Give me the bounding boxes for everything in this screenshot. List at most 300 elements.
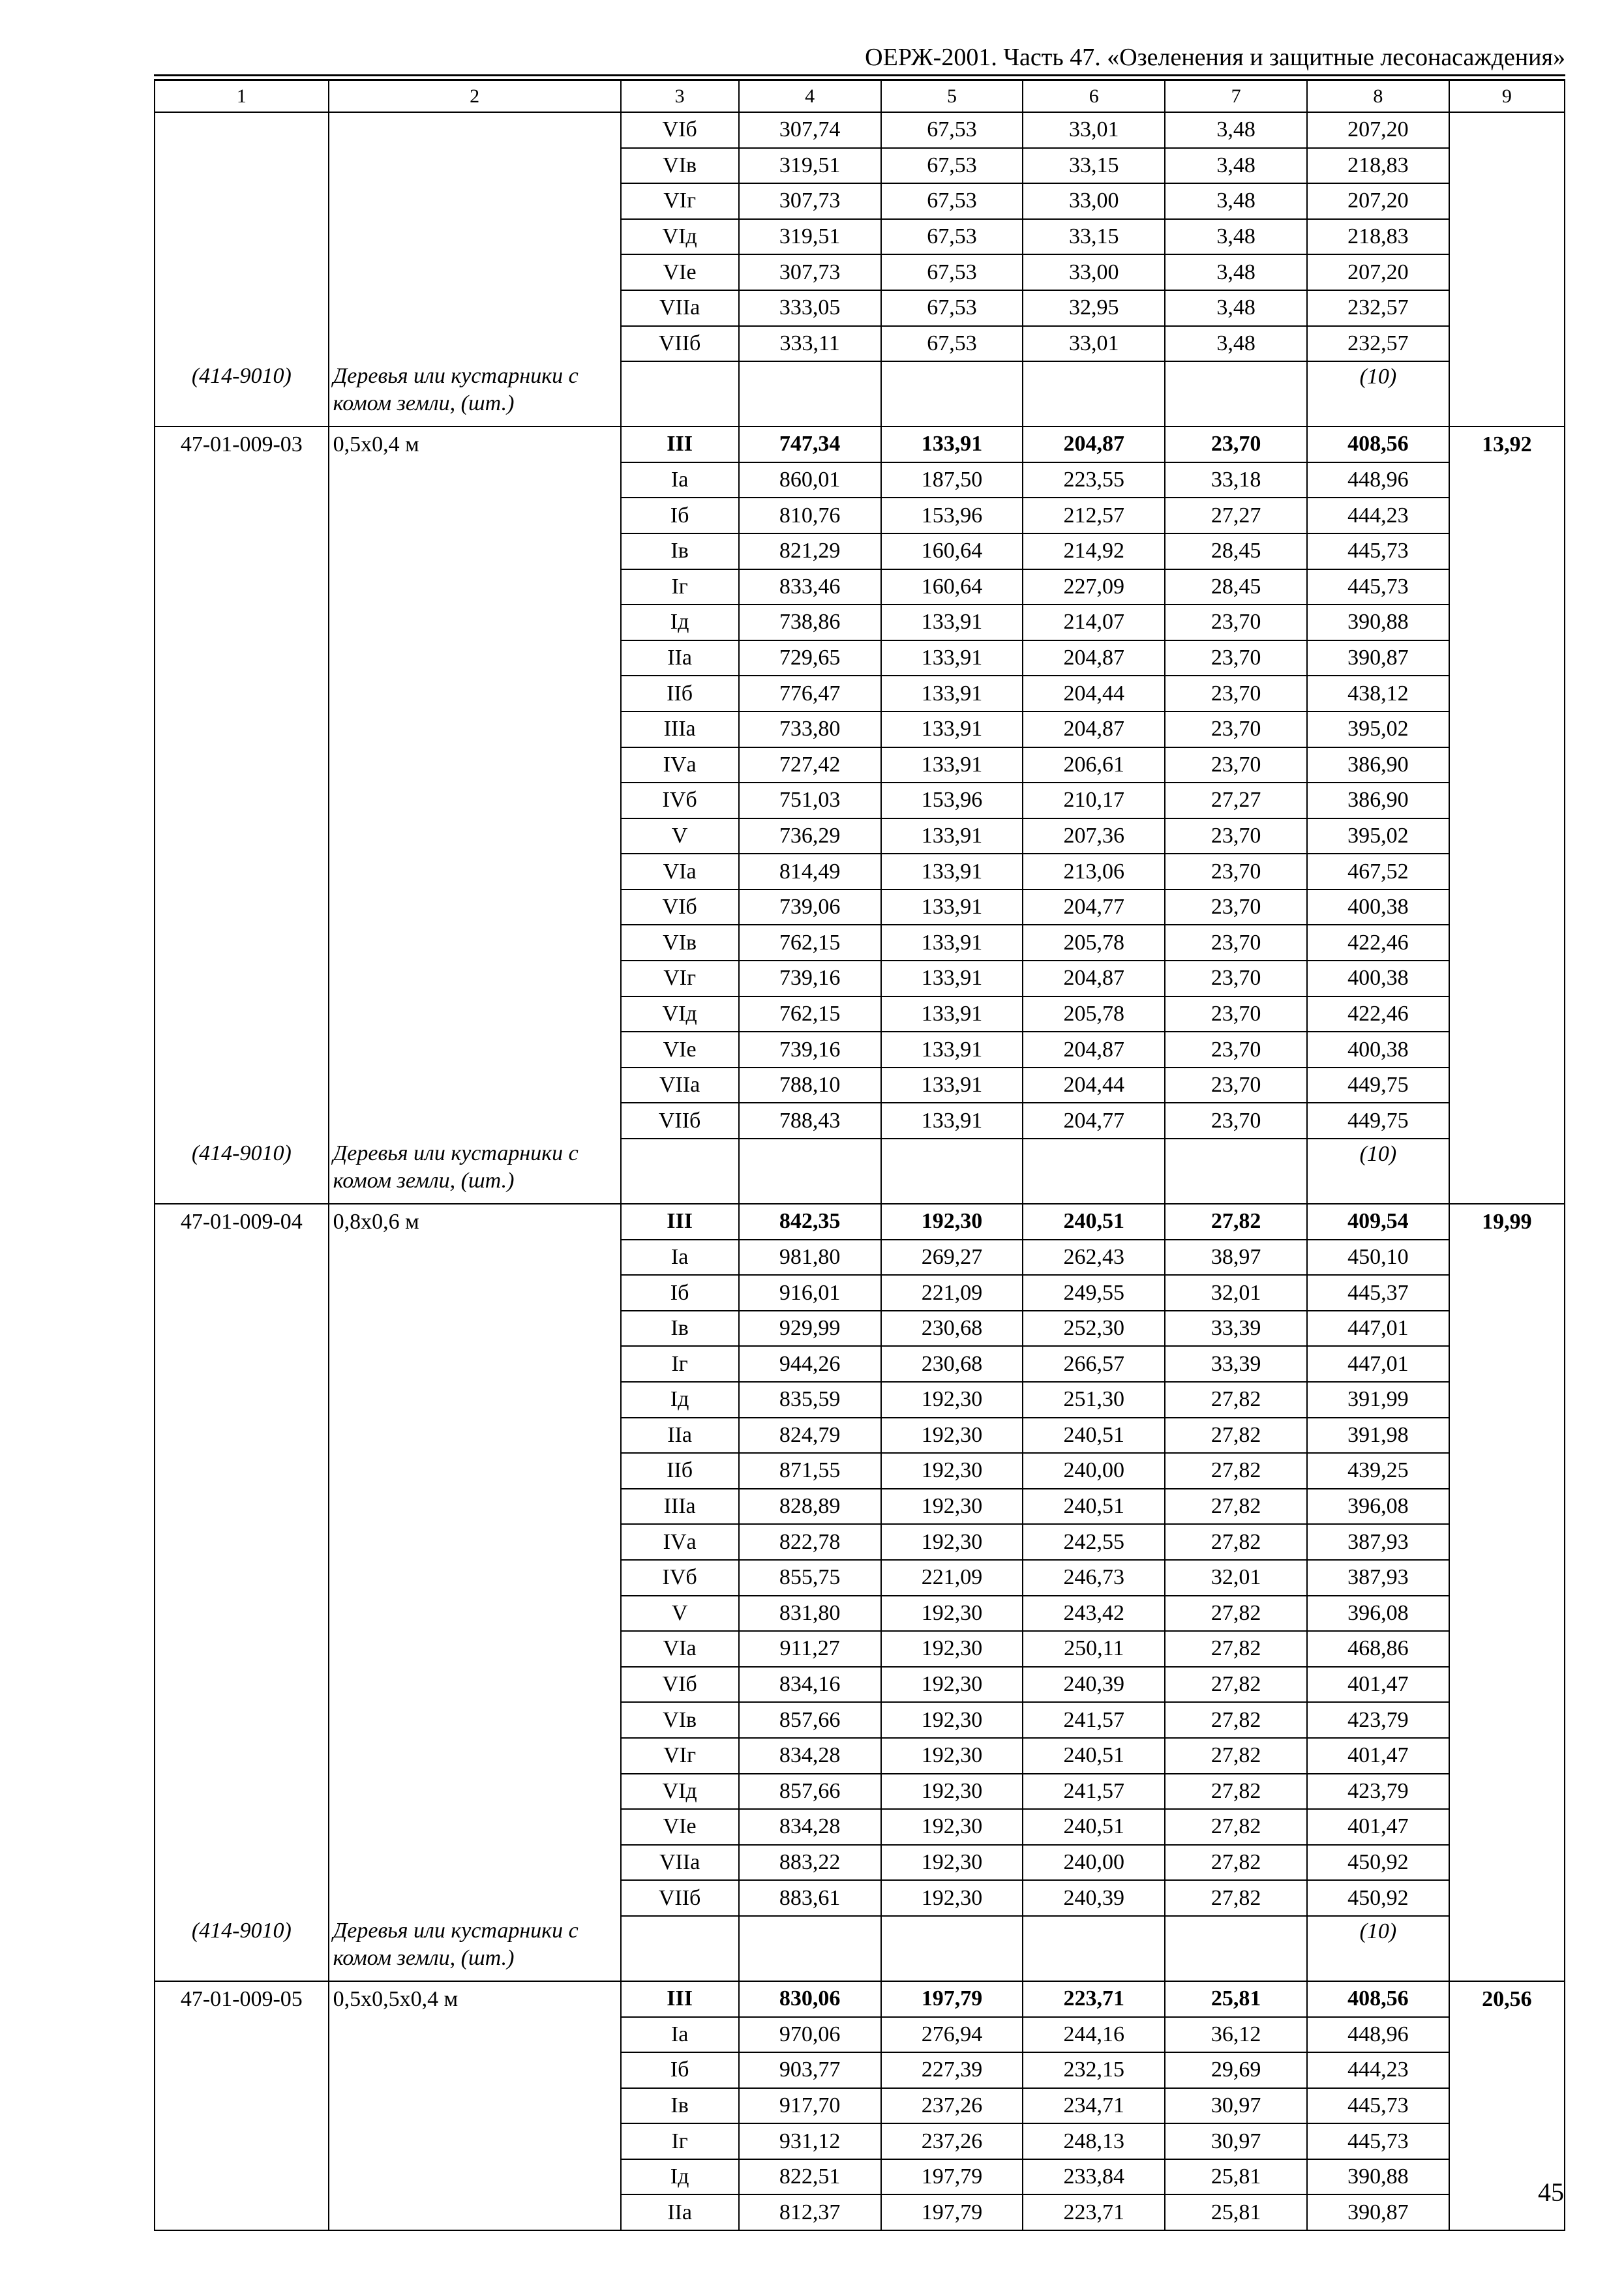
code-cell	[155, 854, 329, 890]
material-name: Деревья или кустарники с комом земли, (шт.)	[329, 1139, 621, 1204]
cost-machines-cell: 212,57	[1023, 498, 1165, 533]
cost-materials-cell: 408,56	[1307, 426, 1449, 462]
labor-cell	[1449, 1631, 1565, 1667]
code-cell	[155, 1631, 329, 1667]
labor-cell	[1449, 605, 1565, 640]
cost-materials-cell: 439,25	[1307, 1453, 1449, 1489]
cost-total-cell: 944,26	[739, 1346, 881, 1382]
zone-cell: Iа	[621, 2017, 739, 2053]
cost-materials-cell: 386,90	[1307, 747, 1449, 783]
code-cell	[155, 1346, 329, 1382]
cost-materials-cell: 207,20	[1307, 183, 1449, 219]
labor-cell	[1449, 148, 1565, 184]
labor-cell	[1449, 533, 1565, 569]
code-cell	[155, 462, 329, 498]
cost-machines-cell: 204,87	[1023, 426, 1165, 462]
cost-driver-wages-cell: 3,48	[1165, 326, 1307, 362]
labor-cell	[1449, 1032, 1565, 1068]
cost-total-cell: 812,37	[739, 2194, 881, 2230]
cost-wages-cell: 197,79	[881, 2194, 1023, 2230]
table-row	[155, 2123, 1565, 2159]
cost-wages-cell: 192,30	[881, 1382, 1023, 1418]
name-cell	[329, 640, 621, 676]
col-header: 7	[1165, 80, 1307, 112]
table-row	[155, 2088, 1565, 2124]
code-cell	[155, 2123, 329, 2159]
cost-machines-cell: 205,78	[1023, 996, 1165, 1032]
table-row	[155, 605, 1565, 640]
cost-total-cell: 824,79	[739, 1418, 881, 1454]
cost-wages-cell: 67,53	[881, 290, 1023, 326]
name-cell	[329, 2052, 621, 2088]
zone-cell: V	[621, 1596, 739, 1632]
cost-wages-cell: 133,91	[881, 925, 1023, 961]
labor-cell	[1449, 1809, 1565, 1845]
rate-name: 0,5х0,4 м	[329, 426, 621, 462]
labor-cell	[1449, 1382, 1565, 1418]
zone-cell: VIв	[621, 148, 739, 184]
cost-materials-cell: 447,01	[1307, 1311, 1449, 1347]
code-cell	[155, 148, 329, 184]
labor-cell	[1449, 1489, 1565, 1525]
cost-machines-cell: 240,00	[1023, 1845, 1165, 1881]
zone-cell: IVб	[621, 783, 739, 818]
cost-materials-cell: 445,37	[1307, 1275, 1449, 1311]
cost-driver-wages-cell: 25,81	[1165, 2159, 1307, 2195]
table-row	[155, 1240, 1565, 1276]
labor-cell	[1449, 854, 1565, 890]
cost-total-cell: 762,15	[739, 925, 881, 961]
cost-total-cell: 814,49	[739, 854, 881, 890]
cost-machines-cell: 244,16	[1023, 2017, 1165, 2053]
name-cell	[329, 1382, 621, 1418]
cost-wages-cell: 192,30	[881, 1524, 1023, 1560]
cost-driver-wages-cell: 28,45	[1165, 533, 1307, 569]
name-cell	[329, 2017, 621, 2053]
empty-cell	[881, 361, 1023, 426]
cost-wages-cell: 276,94	[881, 2017, 1023, 2053]
cost-total-cell: 738,86	[739, 605, 881, 640]
labor-cell	[1449, 2123, 1565, 2159]
cost-driver-wages-cell: 30,97	[1165, 2123, 1307, 2159]
cost-machines-cell: 207,36	[1023, 818, 1165, 854]
name-cell	[329, 290, 621, 326]
empty-cell	[621, 1916, 739, 1981]
cost-wages-cell: 153,96	[881, 783, 1023, 818]
table-row	[155, 1809, 1565, 1845]
labor-cell	[1449, 1845, 1565, 1881]
cost-total-cell: 929,99	[739, 1311, 881, 1347]
labor-cell	[1449, 1774, 1565, 1810]
cost-total-cell: 842,35	[739, 1204, 881, 1240]
cost-machines-cell: 33,01	[1023, 326, 1165, 362]
code-cell	[155, 2159, 329, 2195]
cost-materials-cell: 396,08	[1307, 1596, 1449, 1632]
cost-driver-wages-cell: 36,12	[1165, 2017, 1307, 2053]
name-cell	[329, 1880, 621, 1916]
cost-machines-cell: 246,73	[1023, 1560, 1165, 1596]
cost-driver-wages-cell: 23,70	[1165, 426, 1307, 462]
cost-machines-cell: 240,39	[1023, 1880, 1165, 1916]
table-row	[155, 1418, 1565, 1454]
labor-cell	[1449, 1453, 1565, 1489]
name-cell	[329, 112, 621, 148]
zone-cell: VIг	[621, 183, 739, 219]
cost-wages-cell: 192,30	[881, 1418, 1023, 1454]
empty-cell	[881, 1916, 1023, 1981]
cost-wages-cell: 67,53	[881, 183, 1023, 219]
cost-total-cell: 828,89	[739, 1489, 881, 1525]
name-cell	[329, 1596, 621, 1632]
table-row	[155, 1738, 1565, 1774]
cost-wages-cell: 192,30	[881, 1845, 1023, 1881]
cost-wages-cell: 192,30	[881, 1738, 1023, 1774]
cost-materials-cell: 391,99	[1307, 1382, 1449, 1418]
cost-wages-cell: 192,30	[881, 1880, 1023, 1916]
table-row	[155, 219, 1565, 255]
cost-machines-cell: 266,57	[1023, 1346, 1165, 1382]
code-cell	[155, 2194, 329, 2230]
labor-cell	[1449, 183, 1565, 219]
cost-total-cell: 831,80	[739, 1596, 881, 1632]
name-cell	[329, 1667, 621, 1703]
table-row	[155, 1103, 1565, 1139]
cost-machines-cell: 234,71	[1023, 2088, 1165, 2124]
cost-materials-cell: 400,38	[1307, 961, 1449, 996]
table-row	[155, 326, 1565, 362]
labor-cell	[1449, 1103, 1565, 1139]
cost-driver-wages-cell: 27,27	[1165, 783, 1307, 818]
cost-materials-cell: 468,86	[1307, 1631, 1449, 1667]
cost-total-cell: 333,11	[739, 326, 881, 362]
cost-materials-cell: 423,79	[1307, 1702, 1449, 1738]
cost-driver-wages-cell: 32,01	[1165, 1560, 1307, 1596]
labor-cell	[1449, 676, 1565, 711]
cost-total-cell: 788,43	[739, 1103, 881, 1139]
empty-cell	[621, 361, 739, 426]
cost-total-cell: 810,76	[739, 498, 881, 533]
code-cell	[155, 1596, 329, 1632]
zone-cell: VIа	[621, 854, 739, 890]
zone-cell: VIг	[621, 961, 739, 996]
code-cell	[155, 1032, 329, 1068]
zone-cell: III	[621, 426, 739, 462]
cost-materials-cell: 387,93	[1307, 1524, 1449, 1560]
name-cell	[329, 1631, 621, 1667]
col-header: 9	[1449, 80, 1565, 112]
empty-cell	[1165, 1139, 1307, 1204]
empty-cell	[739, 361, 881, 426]
cost-materials-cell: 448,96	[1307, 462, 1449, 498]
labor-cost: 19,99	[1449, 1204, 1565, 1240]
cost-wages-cell: 192,30	[881, 1453, 1023, 1489]
cost-total-cell: 903,77	[739, 2052, 881, 2088]
code-cell	[155, 326, 329, 362]
cost-materials-cell: 386,90	[1307, 783, 1449, 818]
name-cell	[329, 1418, 621, 1454]
cost-materials-cell: 218,83	[1307, 219, 1449, 255]
cost-wages-cell: 133,91	[881, 961, 1023, 996]
empty-cell	[1023, 361, 1165, 426]
cost-total-cell: 307,74	[739, 112, 881, 148]
empty-cell	[621, 1139, 739, 1204]
cost-materials-cell: 408,56	[1307, 1981, 1449, 2017]
code-cell	[155, 1240, 329, 1276]
table-row	[155, 1204, 1565, 1240]
table-row	[155, 1489, 1565, 1525]
table-row	[155, 783, 1565, 818]
cost-total-cell: 981,80	[739, 1240, 881, 1276]
cost-driver-wages-cell: 23,70	[1165, 925, 1307, 961]
code-cell	[155, 569, 329, 605]
zone-cell: IVа	[621, 1524, 739, 1560]
name-cell	[329, 996, 621, 1032]
code-cell	[155, 1809, 329, 1845]
cost-total-cell: 319,51	[739, 148, 881, 184]
name-cell	[329, 747, 621, 783]
cost-wages-cell: 230,68	[881, 1346, 1023, 1382]
cost-driver-wages-cell: 3,48	[1165, 219, 1307, 255]
table-row	[155, 996, 1565, 1032]
cost-total-cell: 931,12	[739, 2123, 881, 2159]
cost-machines-cell: 33,00	[1023, 254, 1165, 290]
zone-cell: VIIа	[621, 1068, 739, 1103]
zone-cell: V	[621, 818, 739, 854]
cost-materials-cell: 400,38	[1307, 1032, 1449, 1068]
name-cell	[329, 1560, 621, 1596]
cost-total-cell: 736,29	[739, 818, 881, 854]
empty-cell	[739, 1139, 881, 1204]
cost-materials-cell: 401,47	[1307, 1667, 1449, 1703]
code-cell	[155, 1738, 329, 1774]
cost-total-cell: 307,73	[739, 254, 881, 290]
name-cell	[329, 2088, 621, 2124]
cost-driver-wages-cell: 23,70	[1165, 1103, 1307, 1139]
labor-cell	[1449, 925, 1565, 961]
cost-driver-wages-cell: 23,70	[1165, 961, 1307, 996]
cost-total-cell: 739,06	[739, 890, 881, 925]
cost-machines-cell: 242,55	[1023, 1524, 1165, 1560]
zone-cell: Iг	[621, 1346, 739, 1382]
cost-driver-wages-cell: 27,82	[1165, 1524, 1307, 1560]
table-row	[155, 640, 1565, 676]
zone-cell: IIа	[621, 1418, 739, 1454]
cost-total-cell: 883,61	[739, 1880, 881, 1916]
material-qty: (10)	[1307, 361, 1449, 426]
table-row	[155, 148, 1565, 184]
cost-materials-cell: 422,46	[1307, 996, 1449, 1032]
cost-machines-cell: 223,71	[1023, 2194, 1165, 2230]
cost-materials-cell: 449,75	[1307, 1103, 1449, 1139]
cost-wages-cell: 192,30	[881, 1204, 1023, 1240]
table-row	[155, 1774, 1565, 1810]
cost-wages-cell: 133,91	[881, 1068, 1023, 1103]
table-row	[155, 925, 1565, 961]
labor-cell	[1449, 1596, 1565, 1632]
cost-wages-cell: 133,91	[881, 1032, 1023, 1068]
cost-materials-cell: 448,96	[1307, 2017, 1449, 2053]
cost-machines-cell: 240,39	[1023, 1667, 1165, 1703]
name-cell	[329, 925, 621, 961]
name-cell	[329, 1702, 621, 1738]
cost-total-cell: 333,05	[739, 290, 881, 326]
cost-materials-cell: 395,02	[1307, 818, 1449, 854]
zone-cell: IIб	[621, 676, 739, 711]
cost-driver-wages-cell: 3,48	[1165, 148, 1307, 184]
cost-machines-cell: 249,55	[1023, 1275, 1165, 1311]
cost-materials-cell: 450,92	[1307, 1845, 1449, 1881]
cost-machines-cell: 240,51	[1023, 1204, 1165, 1240]
cost-driver-wages-cell: 33,39	[1165, 1346, 1307, 1382]
table-row	[155, 2052, 1565, 2088]
cost-materials-cell: 422,46	[1307, 925, 1449, 961]
cost-machines-cell: 240,51	[1023, 1809, 1165, 1845]
zone-cell: Iб	[621, 498, 739, 533]
header-rule	[154, 74, 1565, 76]
code-cell	[155, 1489, 329, 1525]
cost-machines-cell: 204,87	[1023, 961, 1165, 996]
cost-materials-cell: 387,93	[1307, 1560, 1449, 1596]
cost-driver-wages-cell: 23,70	[1165, 1032, 1307, 1068]
labor-cell	[1449, 498, 1565, 533]
col-header: 5	[881, 80, 1023, 112]
cost-materials-cell: 390,88	[1307, 605, 1449, 640]
zone-cell: IIIа	[621, 1489, 739, 1525]
cost-materials-cell: 444,23	[1307, 498, 1449, 533]
labor-cell	[1449, 254, 1565, 290]
code-cell	[155, 1702, 329, 1738]
cost-total-cell: 762,15	[739, 996, 881, 1032]
cost-machines-cell: 33,01	[1023, 112, 1165, 148]
cost-driver-wages-cell: 3,48	[1165, 290, 1307, 326]
page-header: ОЕРЖ-2001. Часть 47. «Озеленения и защитные лесонасаждения»	[865, 44, 1565, 71]
cost-machines-cell: 210,17	[1023, 783, 1165, 818]
cost-driver-wages-cell: 27,82	[1165, 1845, 1307, 1881]
table-row	[155, 1382, 1565, 1418]
cost-driver-wages-cell: 27,27	[1165, 498, 1307, 533]
cost-total-cell: 747,34	[739, 426, 881, 462]
cost-machines-cell: 214,07	[1023, 605, 1165, 640]
name-cell	[329, 818, 621, 854]
cost-machines-cell: 33,15	[1023, 148, 1165, 184]
cost-materials-cell: 438,12	[1307, 676, 1449, 711]
cost-total-cell: 855,75	[739, 1560, 881, 1596]
cost-wages-cell: 67,53	[881, 148, 1023, 184]
cost-materials-cell: 401,47	[1307, 1738, 1449, 1774]
cost-driver-wages-cell: 27,82	[1165, 1453, 1307, 1489]
zone-cell: Iв	[621, 2088, 739, 2124]
labor-cell	[1449, 2017, 1565, 2053]
cost-materials-cell: 450,10	[1307, 1240, 1449, 1276]
cost-machines-cell: 32,95	[1023, 290, 1165, 326]
cost-machines-cell: 233,84	[1023, 2159, 1165, 2195]
cost-machines-cell: 251,30	[1023, 1382, 1165, 1418]
table-row	[155, 1880, 1565, 1916]
zone-cell: Iб	[621, 1275, 739, 1311]
zone-cell: Iа	[621, 462, 739, 498]
cost-driver-wages-cell: 29,69	[1165, 2052, 1307, 2088]
cost-machines-cell: 213,06	[1023, 854, 1165, 890]
name-cell	[329, 1103, 621, 1139]
rate-code: 47-01-009-03	[155, 426, 329, 462]
table-row	[155, 1068, 1565, 1103]
zone-cell: VIе	[621, 1809, 739, 1845]
cost-total-cell: 319,51	[739, 219, 881, 255]
col-header: 3	[621, 80, 739, 112]
cost-machines-cell: 240,00	[1023, 1453, 1165, 1489]
cost-machines-cell: 241,57	[1023, 1774, 1165, 1810]
col-header: 4	[739, 80, 881, 112]
cost-materials-cell: 395,02	[1307, 711, 1449, 747]
code-cell	[155, 2017, 329, 2053]
cost-machines-cell: 232,15	[1023, 2052, 1165, 2088]
cost-total-cell: 751,03	[739, 783, 881, 818]
cost-total-cell: 834,16	[739, 1667, 881, 1703]
cost-materials-cell: 449,75	[1307, 1068, 1449, 1103]
code-cell	[155, 2052, 329, 2088]
labor-cell	[1449, 1311, 1565, 1347]
cost-machines-cell: 248,13	[1023, 2123, 1165, 2159]
cost-materials-cell: 445,73	[1307, 569, 1449, 605]
page-number: 45	[1538, 2177, 1564, 2207]
name-cell	[329, 1346, 621, 1382]
cost-wages-cell: 221,09	[881, 1275, 1023, 1311]
labor-cell	[1449, 1240, 1565, 1276]
zone-cell: Iд	[621, 1382, 739, 1418]
cost-total-cell: 788,10	[739, 1068, 881, 1103]
cost-materials-cell: 232,57	[1307, 290, 1449, 326]
rate-name: 0,5х0,5х0,4 м	[329, 1981, 621, 2017]
cost-materials-cell: 207,20	[1307, 112, 1449, 148]
cost-machines-cell: 223,71	[1023, 1981, 1165, 2017]
cost-materials-cell: 390,87	[1307, 2194, 1449, 2230]
name-cell	[329, 498, 621, 533]
cost-wages-cell: 133,91	[881, 1103, 1023, 1139]
cost-driver-wages-cell: 38,97	[1165, 1240, 1307, 1276]
name-cell	[329, 1809, 621, 1845]
name-cell	[329, 1453, 621, 1489]
name-cell	[329, 1845, 621, 1881]
cost-driver-wages-cell: 33,18	[1165, 462, 1307, 498]
table-row	[155, 1032, 1565, 1068]
zone-cell: Iа	[621, 1240, 739, 1276]
name-cell	[329, 1275, 621, 1311]
cost-materials-cell: 232,57	[1307, 326, 1449, 362]
empty-cell	[881, 1139, 1023, 1204]
labor-cell	[1449, 640, 1565, 676]
zone-cell: IIа	[621, 640, 739, 676]
labor-cell	[1449, 818, 1565, 854]
cost-wages-cell: 133,91	[881, 996, 1023, 1032]
cost-machines-cell: 243,42	[1023, 1596, 1165, 1632]
cost-total-cell: 860,01	[739, 462, 881, 498]
cost-materials-cell: 409,54	[1307, 1204, 1449, 1240]
name-cell	[329, 1240, 621, 1276]
cost-machines-cell: 204,44	[1023, 676, 1165, 711]
code-cell	[155, 605, 329, 640]
table-row	[155, 254, 1565, 290]
cost-total-cell: 970,06	[739, 2017, 881, 2053]
cost-wages-cell: 133,91	[881, 605, 1023, 640]
table-row	[155, 1560, 1565, 1596]
material-note-row	[155, 1916, 1565, 1981]
labor-cell	[1449, 961, 1565, 996]
col-header: 8	[1307, 80, 1449, 112]
material-name: Деревья или кустарники с комом земли, (шт.)	[329, 1916, 621, 1981]
code-cell	[155, 1068, 329, 1103]
cost-wages-cell: 192,30	[881, 1631, 1023, 1667]
cost-driver-wages-cell: 33,39	[1165, 1311, 1307, 1347]
